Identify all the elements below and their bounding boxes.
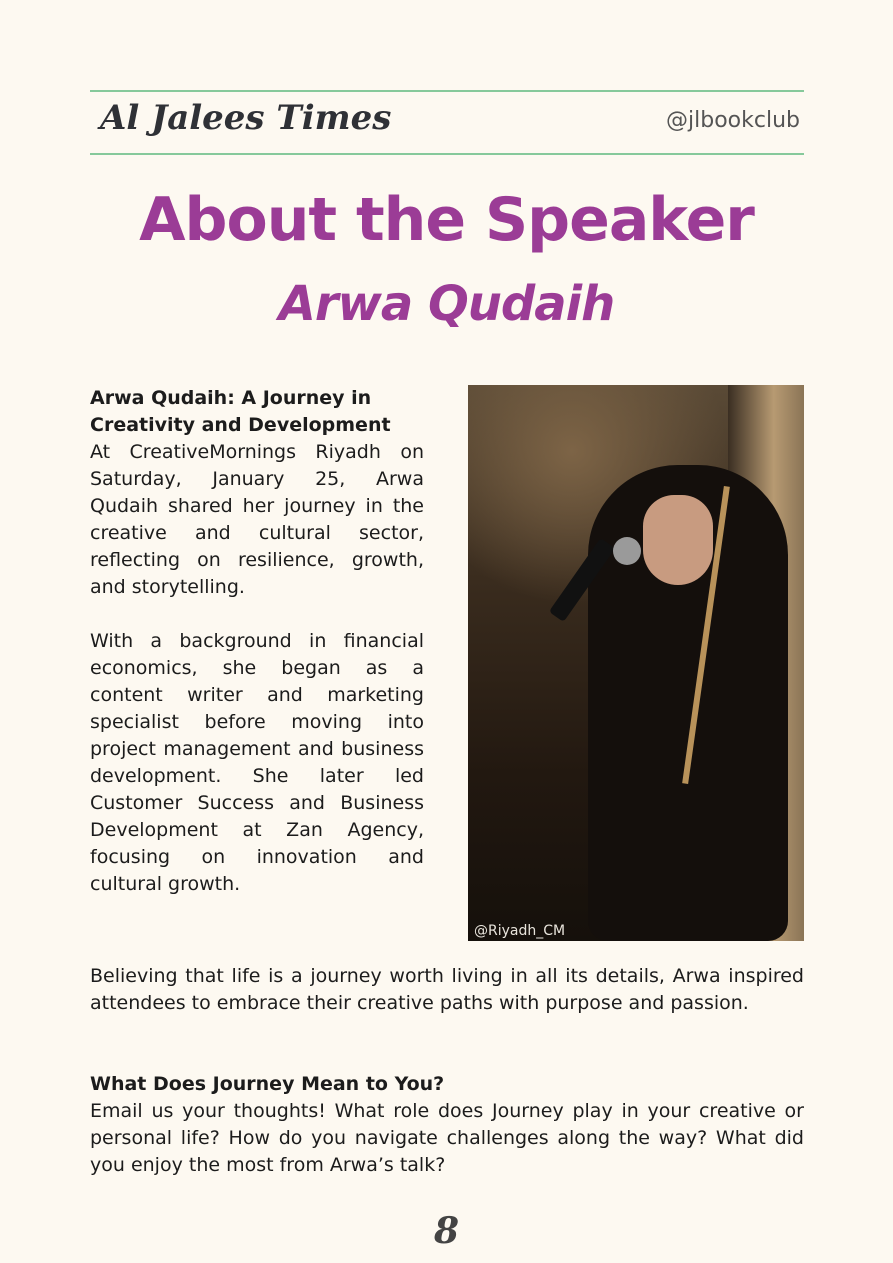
social-handle: @jlbookclub: [666, 108, 800, 133]
intro-paragraph: [90, 385, 424, 601]
question-heading: What Does Journey Mean to You?: [90, 1073, 445, 1095]
masthead-logo: Al Jalees Times: [100, 98, 392, 138]
speaker-name: Arwa Qudaih: [278, 276, 615, 332]
header-top-rule: [90, 90, 804, 92]
intro-column: [90, 385, 424, 925]
speaker-photo: [468, 385, 804, 941]
page-number: 8: [433, 1210, 460, 1252]
photo-credit: @Riyadh_CM: [474, 923, 566, 939]
header-bottom-rule: [90, 153, 804, 155]
intro-heading: Arwa Qudaih: A Journey in Creativity and Development: [90, 387, 391, 436]
page-title: About the Speaker: [139, 185, 754, 255]
intro-text: At CreativeMornings Riyadh on Saturday, January 25, Arwa Qudaih shared her journey in the creative and cultural sector, reflecting on resilience, growth, and storytelling.: [90, 441, 424, 598]
question-section: [90, 1071, 804, 1179]
closing-paragraph: Believing that life is a journey worth living in all its details, Arwa inspired attendees to embrace their creative paths with purpose and passion.: [90, 965, 804, 1014]
background-paragraph: With a background in financial economics, she began as a content writer and marketing specialist before moving into project management and business development. She later led Customer Success and Business Development at Zan Agency, focusing on innovation and cultural growth.: [90, 630, 424, 895]
question-body: Email us your thoughts! What role does Journey play in your creative or personal life? How do you navigate challenges along the way? What did you enjoy the most from Arwa’s talk?: [90, 1100, 804, 1176]
